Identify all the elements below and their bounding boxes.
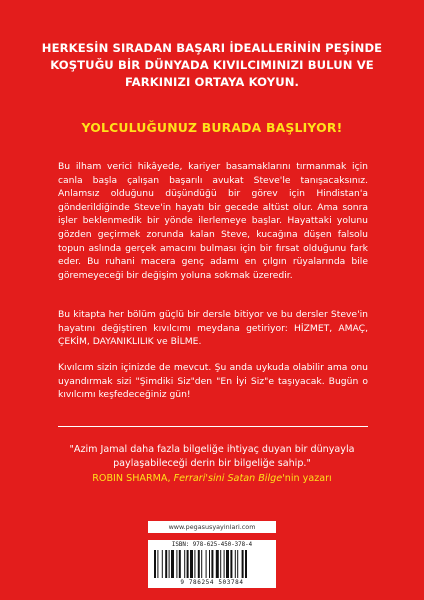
blurb-paragraph-3: Kıvılcım sizin içinizde de mevcut. Şu anda uykuda olabilir ama onu uyandırmak sizi "Şimdiki Siz"den "En İyi Siz"e taşıyacak. Bugün o kıvılcımı keşfedeceğiniz gün!	[58, 362, 368, 401]
section-divider	[58, 426, 368, 427]
cover-tagline: YOLCULUĞUNUZ BURADA BAŞLIYOR!	[81, 120, 343, 135]
publisher-website: www.pegasusyayinlari.com	[148, 521, 276, 533]
blurb-paragraph-2: Bu kitapta her bölüm güçlü bir dersle bitiyor ve bu dersler Steve'in hayatını değiştiren kıvılcımı meydana getiriyor: HİZMET, AMAÇ, ÇEKİM, DAYANIKLILIK ve BİLME.	[58, 309, 368, 348]
endorsement-quote: "Azim Jamal daha fazla bilgeliğe ihtiyaç duyan bir dünyayla paylaşabileceği derin bir bilgeliğe sahip."	[69, 444, 355, 469]
attribution-work: Ferrari'sini Satan Bilge	[173, 473, 283, 484]
attribution-suffix: 'nin yazarı	[282, 473, 332, 484]
barcode-digits: 9 786254 503784	[180, 579, 244, 586]
blurb-paragraph-1: Bu ilham verici hikâyede, kariyer basamaklarını tırmanmak için canla başla çalışan başarılı avukat Steve'le tanışacaksınız. Anlamsız olduğunu düşündüğü bir görev için Hindistan'a gönderildiğinde Steve'in hayatı bir gecede altüst olur. Ama sonra işler beklenmedik bir yönde ilerlemeye başlar. Hayattaki yolunu gözden geçirmek zorunda kalan Steve, kucağına düşen falsolu topun aslında gerçek amacını bulması için bir fırsat olduğunu fark eder. Bu ruhani macera genç adamı en çılgın rüyalarında bile göremeyeceği bir değişim yoluna sokmak üzeredir.	[58, 161, 368, 281]
isbn-label: ISBN: 978-625-450-378-4	[171, 542, 253, 548]
attribution-name: ROBIN SHARMA,	[92, 473, 174, 484]
cover-headline: HERKESİN SIRADAN BAŞARI İDEALLERİNİN PEŞİNDE KOŞTUĞU BİR DÜNYADA KIVILCIMINIZI BULUN VE FARKINIZI ORTAYA KOYUN.	[41, 41, 383, 89]
isbn-barcode	[148, 540, 276, 588]
barcode-icon	[154, 550, 270, 578]
endorsement-attribution	[40, 472, 384, 486]
